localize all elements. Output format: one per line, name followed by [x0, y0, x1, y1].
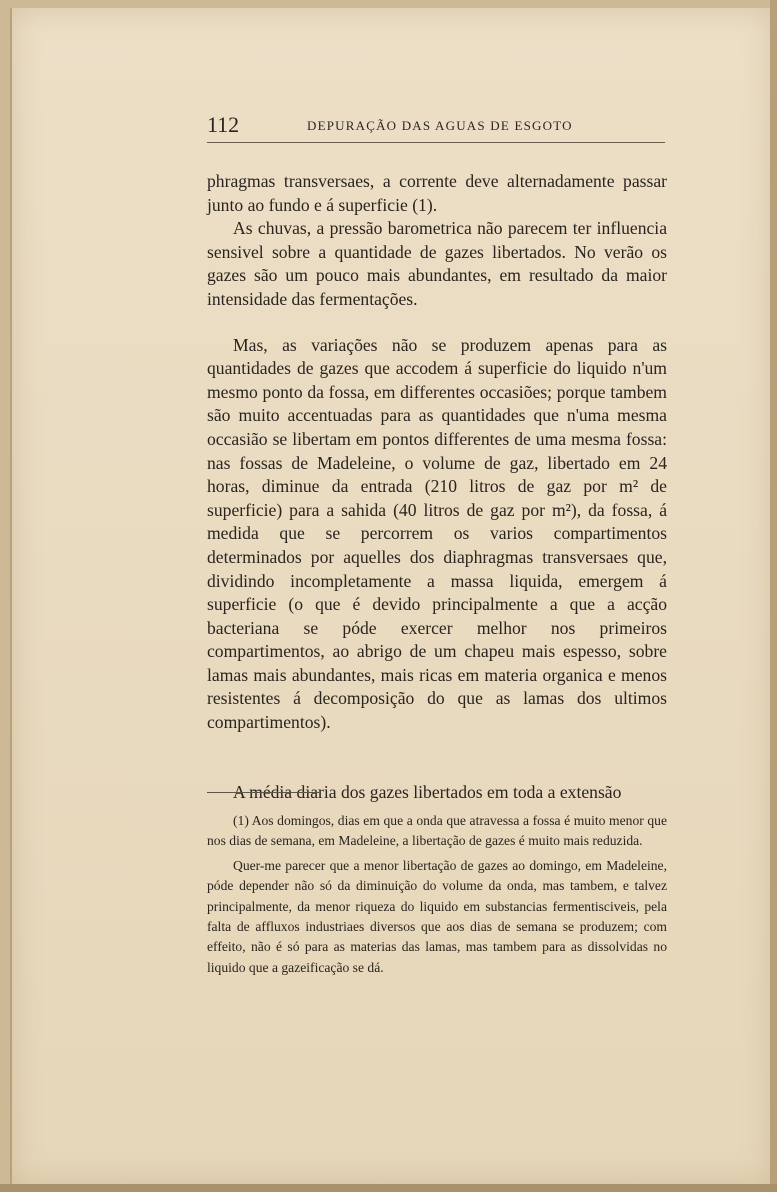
- page-edge-bottom: [0, 1184, 777, 1192]
- paragraph-3: Mas, as variações não se produzem apenas para as quantidades de gazes que accodem á superficie do liquido n'um mesmo ponto da fossa, em differentes occasiões; porque tambem são muito accentuadas para as quantidades que n'uma mesma occasião se libertam em pontos differentes de uma mesma fossa: nas fossas de Madeleine, o volume de gaz, libertado em 24 horas, diminue da entrada (210 litros de gaz por m² de superficie) para a sahida (40 litros de gaz por m²), da fossa, á medida que se percorrem os varios compartimentos determinados por aquelles dos diaphragmas transversaes que, dividindo incompletamente a massa liquida, emergem á superficie (o que é devido principalmente a que a acção bacteriana se póde exercer melhor nos primeiros compartimentos, ao abrigo de um chapeu mais espesso, sobre lamas mais abundantes, mais ricas em materia organica e menos resistentes á decomposição do que as lamas dos ultimos compartimentos).: [207, 334, 667, 733]
- footnotes: [207, 811, 667, 978]
- paragraph-4: A média diaria dos gazes libertados em toda a extensão: [233, 781, 622, 802]
- running-title: DEPURAÇÃO DAS AGUAS DE ESGOTO: [307, 118, 573, 133]
- paragraph-2: As chuvas, a pressão barometrica não parecem ter influencia sensivel sobre a quantidade de gazes libertados. No verão os gazes são um pouco mais abundantes, em resultado da maior intensidade das fermentações.: [207, 218, 667, 309]
- page-edge-right: [770, 0, 777, 1192]
- body-text: [207, 170, 667, 804]
- page-header: [207, 112, 665, 143]
- footnote-divider: [207, 792, 319, 793]
- page-number: 112: [207, 112, 240, 137]
- footnote-1-continuation: Quer-me parecer que a menor libertação de gazes ao domingo, em Madeleine, póde depender não só da diminuição do volume da onda, mas tambem, e talvez principalmente, da menor riqueza do liquido em substancias fermentisciveis, pela falta de affluxos industriaes diversos que aos dias de semana se produzem; com effeito, não é só para as materias das lamas, mas tambem para as dissolvidas no liquido que a gazeificação se dá.: [207, 857, 667, 975]
- footnote-1: (1) Aos domingos, dias em que a onda que atravessa a fossa é muito menor que nos dias de semana, em Madeleine, a libertação de gazes é muito mais reduzida.: [207, 813, 667, 849]
- paragraph-1: phragmas transversaes, a corrente deve alternadamente passar junto ao fundo e á superficie (1).: [207, 171, 667, 215]
